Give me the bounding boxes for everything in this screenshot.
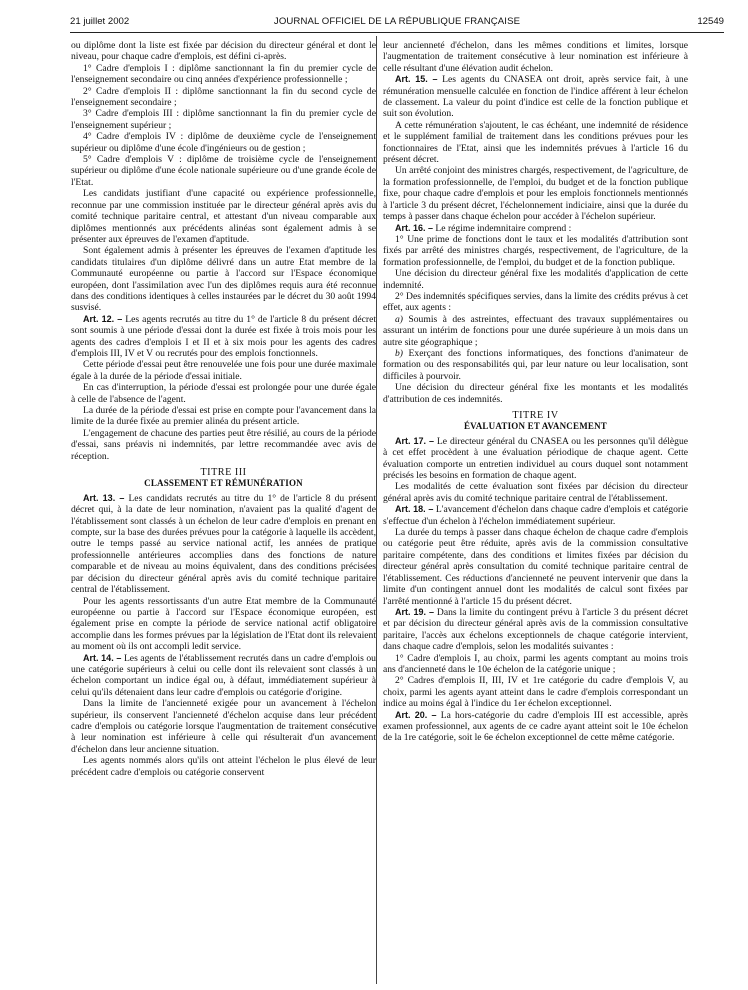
paragraph: 5° Cadre d'emplois V : diplôme de troisième cycle de l'enseignement supérieur ou diplôme d'une école nationale supérieure ou d'une grande école de l'Etat. xyxy=(71,154,376,188)
section-title: TITRE III xyxy=(200,467,247,479)
paragraph: Dans la limite de l'ancienneté exigée pour un avancement à l'échelon supérieur, ils conservent l'ancienneté d'échelon acquise dans leur précédent cadre d'emplois ou catégorie lorsque l'augmentation de traitement consécutive à leur nomination est inférieure à celle qui résulterait d'un avancement d'échelon dans leur ancienne situation. xyxy=(71,698,376,755)
paragraph: Les agents nommés alors qu'ils ont atteint l'échelon le plus élevé de leur précédent cadre d'emplois ou catégorie conservent xyxy=(71,755,376,778)
article-text: Les agents du CNASEA ont droit, après service fait, à une rémunération mensuelle calculée en fonction de l'indice afférent à leur échelon de classement. La valeur du point d'indice est celle de la fonction publique et suit son évolution. xyxy=(383,74,688,120)
article-label: Art. 15. – xyxy=(395,74,438,85)
article-label: Art. 12. – xyxy=(83,313,123,324)
article-text: Les agents recrutés au titre du 1° de l'article 8 du présent décret sont soumis à une période d'essai dont la durée est fixée à trois mois pour les agents des cadres d'emplois I et II et à six mois pour les agents des cadres d'emplois III, IV et V ou recrutés pour des emplois fonctionnels. xyxy=(71,313,376,359)
paragraph: En cas d'interruption, la période d'essai est prolongée pour une durée égale à celle de l'absence de l'agent. xyxy=(71,382,376,405)
article-20 xyxy=(383,710,688,744)
paragraph: 1° Cadre d'emplois I : diplôme sanctionnant la fin du premier cycle de l'enseignement secondaire ou cinq années d'expérience professionnelle ; xyxy=(71,62,376,86)
paragraph: ou diplôme dont la liste est fixée par décision du directeur général et dont le niveau, pour chaque cadre d'emplois, est défini ci-après. xyxy=(71,40,376,63)
article-text: L'avancement d'échelon dans chaque cadre d'emplois et catégorie s'effectue d'un échelon à l'échelon immédiatement supérieur. xyxy=(383,504,688,527)
item-letter: b) xyxy=(395,347,403,359)
paragraph: Une décision du directeur général fixe les modalités d'application de cette indemnité. xyxy=(383,268,688,291)
article-19 xyxy=(383,607,688,653)
paragraph: Sont également admis à présenter les épreuves de l'examen d'aptitude les candidats titulaires d'un diplôme délivré dans un autre Etat membre de la Communauté européenne ou partie à l'accord sur l'Espace économique européen, dont l'assimilation avec l'un des diplômes requis aura été reconnue dans des conditions identiques à celles instaurées par le décret du 30 août 1994 susvisé. xyxy=(71,245,376,314)
item-text: Exerçant des fonctions informatiques, des fonctions d'animateur de formation ou des responsabilités qui, par leur nature ou leur localisation, sont difficiles à pourvoir. xyxy=(383,347,688,382)
header-journal-title: JOURNAL OFFICIEL DE LA RÉPUBLIQUE FRANÇAISE xyxy=(273,16,521,27)
paragraph: 1° Cadre d'emplois I, au choix, parmi les agents comptant au moins trois ans d'ancienneté dans le 10e échelon de la catégorie unique ; xyxy=(383,652,688,675)
article-label: Art. 18. – xyxy=(395,504,434,515)
article-13 xyxy=(71,493,376,596)
column-separator xyxy=(376,36,377,984)
paragraph: La durée de la période d'essai est prise en compte pour l'avancement dans la limite de la durée fixée au premier alinéa du présent article. xyxy=(71,405,376,428)
paragraph: Les candidats justifiant d'une capacité ou expérience professionnelle, reconnue par une commission instituée par le directeur général après avis du comité technique paritaire central, et attestant d'un niveau comparable aux diplômes mentionnés aux précédents alinéas sont également admis à se présenter aux épreuves de l'examen d'aptitude. xyxy=(71,188,376,245)
header-page-number: 12549 xyxy=(697,16,724,27)
right-column xyxy=(383,40,688,744)
article-label: Art. 19. – xyxy=(395,606,435,617)
article-17 xyxy=(383,436,688,482)
header-date: 21 juillet 2002 xyxy=(70,16,130,27)
article-14 xyxy=(71,653,376,699)
section-title: TITRE IV xyxy=(512,410,559,421)
paragraph: Cette période d'essai peut être renouvelée une fois pour une durée maximale égale à la durée de la période d'essai initiale. xyxy=(71,359,376,382)
paragraph: 2° Cadres d'emplois II, III, IV et 1re catégorie du cadre d'emplois V, au choix, parmi les agents ayant atteint dans le cadre d'emplois correspondant un indice au moins égal à l'indice du 1er échelon exceptionnel. xyxy=(383,675,688,710)
article-label: Art. 16. – xyxy=(395,222,434,233)
paragraph: 4° Cadre d'emplois IV : diplôme de deuxième cycle de l'enseignement supérieur ou diplôme d'une école d'ingénieurs ou de gestion ; xyxy=(71,131,376,154)
article-15 xyxy=(383,74,688,120)
paragraph: 2° Des indemnités spécifiques servies, dans la limite des crédits prévus à cet effet, aux agents : xyxy=(383,290,688,314)
article-text: Dans la limite du contingent prévu à l'article 3 du présent décret et par décision du directeur général après avis de la commission consultative paritaire, l'accès aux échelons exceptionnels de chaque catégorie intervient, dans chaque cadre d'emplois, selon les modalités suivantes : xyxy=(383,606,688,653)
paragraph: La durée du temps à passer dans chaque échelon de chaque cadre d'emplois ou catégorie peut être réduite, après avis de la commission consultative paritaire compétente, dans des conditions et limites fixées par décision du directeur général après consultation du comité technique paritaire central de l'établissement. Ces réductions d'ancienneté ne peuvent intervenir que dans la limite d'un contingent annuel dont les modalités de calcul sont fixées par l'arrêté mentionné à l'article 15 du présent décret. xyxy=(383,527,688,607)
section-subtitle: CLASSEMENT ET RÉMUNÉRATION xyxy=(144,478,303,489)
article-12 xyxy=(71,314,376,360)
article-label: Art. 20. – xyxy=(395,709,437,720)
paragraph: A cette rémunération s'ajoutent, le cas échéant, une indemnité de résidence et le supplément familial de traitement dans les conditions prévues pour les fonctionnaires de l'Etat, ainsi que les indemnités prévues à l'article 16 du présent décret. xyxy=(383,119,688,166)
article-text: Les agents de l'établissement recrutés dans un cadre d'emplois ou une catégorie supérieurs à celui ou celle dont ils relevaient sont classés à un échelon comportant un indice égal ou, à défaut, immédiatement supérieur à celui qu'ils détenaient dans leur cadre d'emplois ou catégorie d'origine. xyxy=(71,652,376,698)
list-item-b xyxy=(383,348,688,382)
list-item-a xyxy=(383,314,688,348)
article-text: Le régime indemnitaire comprend : xyxy=(433,222,572,234)
article-16 xyxy=(383,223,688,234)
article-label: Art. 17. – xyxy=(395,435,435,446)
section-subtitle: ÉVALUATION ET AVANCEMENT xyxy=(463,421,607,432)
paragraph: leur ancienneté d'échelon, dans les mêmes conditions et limites, lorsque l'augmentation de traitement consécutive à leur nomination est inférieure à celle résultant d'une élévation audit échelon. xyxy=(383,40,688,74)
header-rule xyxy=(70,32,724,33)
paragraph: 1° Une prime de fonctions dont le taux et les modalités d'attribution sont fixés par arrêté des ministres chargés, respectivement, de l'agriculture, de la formation professionnelle, de l'emploi, du budget et de la fonction publique. xyxy=(383,233,688,268)
article-text: La hors-catégorie du cadre d'emplois III est accessible, après examen professionnel, aux agents de ce cadre ayant atteint soit le 10e échelon de la 1re catégorie, soit le 6e échelon exceptionnel de cette même catégorie. xyxy=(383,709,688,744)
paragraph: L'engagement de chacune des parties peut être résilié, au cours de la période d'essai, sans préavis ni indemnités, par lettre recommandée avec avis de réception. xyxy=(71,427,376,462)
paragraph: Un arrêté conjoint des ministres chargés, respectivement, de l'agriculture, de la formation professionnelle, de l'emploi, du budget et de la fonction publique fixe, pour chaque cadre d'emplois et pour les emplois fonctionnels mentionnés à l'article 3 du présent décret, l'échelonnement indiciaire, ainsi que la durée du temps à passer dans chaque échelon pour accéder à l'échelon supérieur. xyxy=(383,165,688,223)
article-text: Les candidats recrutés au titre du 1° de l'article 8 du présent décret qui, à la date de leur nomination, n'avaient pas la qualité d'agent de l'établissement sont classés à un échelon de leur cadre d'emplois en prenant en compte, sur la base des durées prévues pour la catégorie à laquelle ils accèdent, outre le temps passé au service national actif, les années de pratique professionnelle antérieures accomplies dans des fonctions de nature comparable et de niveau au moins équivalent, dans des conditions précisées par décision du directeur général après avis du comité technique paritaire central de l'établissement. xyxy=(71,492,376,596)
article-18 xyxy=(383,504,688,527)
paragraph: Les modalités de cette évaluation sont fixées par décision du directeur général après avis du comité technique paritaire central de l'établissement. xyxy=(383,481,688,504)
page-header xyxy=(70,16,724,32)
article-text: Le directeur général du CNASEA ou les personnes qu'il délègue à cet effet procèdent à une évaluation périodique de chaque agent. Cette évaluation comporte un entretien individuel au cours duquel sont notamment précisés les besoins en formation de chaque agent. xyxy=(383,435,688,482)
paragraph: 2° Cadre d'emplois II : diplôme sanctionnant la fin du second cycle de l'enseignement secondaire ; xyxy=(71,85,376,109)
article-label: Art. 13. – xyxy=(83,492,125,503)
paragraph: Pour les agents ressortissants d'un autre Etat membre de la Communauté européenne ou partie à l'accord sur l'Espace économique européen, est également prise en compte la période de service national actif obligatoire accomplie dans les formes prévues par la législation de l'Etat dont ils relevaient au moment où ils ont accompli ledit service. xyxy=(71,595,376,653)
paragraph: 3° Cadre d'emplois III : diplôme sanctionnant la fin du premier cycle de l'enseignement supérieur ; xyxy=(71,108,376,131)
article-label: Art. 14. – xyxy=(83,652,122,663)
left-column xyxy=(71,40,376,778)
paragraph: Une décision du directeur général fixe les montants et les modalités d'attribution de ces indemnités. xyxy=(383,382,688,405)
item-text: Soumis à des astreintes, effectuant des travaux supplémentaires ou assurant un intérim de fonctions pour une durée supérieure à un mois dans un autre site géographique ; xyxy=(383,313,688,348)
item-letter: a) xyxy=(395,313,403,325)
